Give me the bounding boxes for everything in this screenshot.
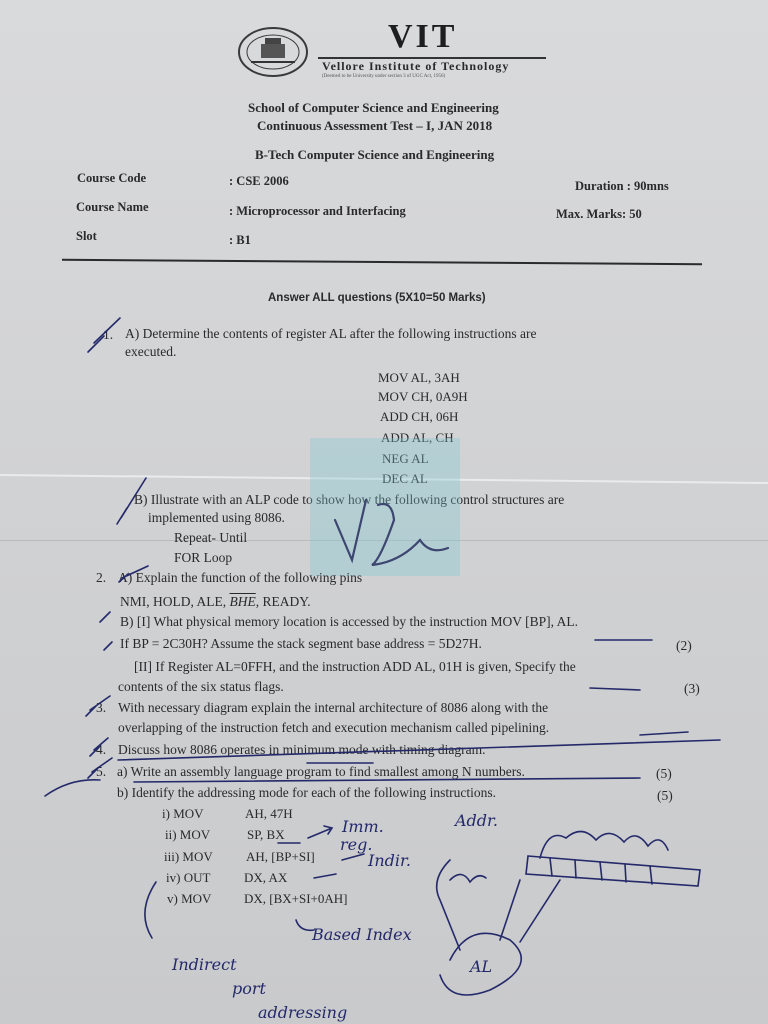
underline <box>118 740 720 760</box>
brand-tagline: (Deemed to be University under section 3 of UGC Act, 1956) <box>322 74 446 79</box>
q5b-item-num: ii) MOV <box>165 827 211 842</box>
tick-mark <box>104 642 112 650</box>
brand-full-name: Vellore Institute of Technology <box>322 59 510 73</box>
q5b-item-num: v) MOV <box>167 891 212 906</box>
duration: Duration : 90mns <box>575 179 669 193</box>
q1-number: 1. <box>103 327 114 342</box>
course-code-label: Course Code <box>77 171 147 185</box>
q5a: a) Write an assembly language program to find smallest among N numbers. <box>117 764 525 779</box>
q1b-item: Repeat- Until <box>174 530 248 545</box>
q5-number: 5. <box>96 764 107 779</box>
q1-code-line: NEG AL <box>382 451 429 466</box>
q2a-line1: A) Explain the function of the following pins <box>118 570 363 585</box>
hw-addressing: addressing <box>258 1003 348 1022</box>
hw-reg: reg. <box>340 835 373 854</box>
q5a-marks: (5) <box>656 766 672 781</box>
q1-code-line: MOV CH, 0A9H <box>378 389 468 404</box>
doodle <box>450 874 486 882</box>
q5b-item-ops: DX, AX <box>244 870 288 885</box>
hw-al: AL <box>470 957 493 976</box>
course-code-value: : CSE 2006 <box>229 174 289 188</box>
q1-code-line: ADD CH, 06H <box>380 409 459 424</box>
q1-code-line: ADD AL, CH <box>381 430 454 445</box>
q5b-item-ops: AH, [BP+SI] <box>246 849 315 864</box>
q1a-line1: A) Determine the contents of register AL after the following instructions are <box>125 326 537 341</box>
max-marks: Max. Marks: 50 <box>556 207 642 221</box>
handwritten-initials <box>335 500 448 565</box>
q2b1-line1: B) [I] What physical memory location is accessed by the instruction MOV [BP], AL. <box>120 614 579 629</box>
q5b-item-ops: AH, 47H <box>245 806 293 821</box>
tick-mark <box>100 612 110 622</box>
hw-based-index: Based Index <box>312 925 412 944</box>
q1-code-line: DEC AL <box>382 471 428 486</box>
q3-line2: overlapping of the instruction fetch and execution mechanism called pipelining. <box>118 720 550 735</box>
q4-number: 4. <box>96 742 107 757</box>
q5b-item-num: i) MOV <box>162 806 204 821</box>
underline <box>640 732 688 735</box>
slot-label: Slot <box>76 229 97 243</box>
q2a-pins: NMI, HOLD, ALE, $\overline{BHE}$, READY. <box>120 594 311 609</box>
exam-title: Continuous Assessment Test – I, JAN 2018 <box>257 118 493 133</box>
arrow <box>308 826 332 838</box>
q5b: b) Identify the addressing mode for each of the following instructions. <box>117 785 497 800</box>
q1a-line2: executed. <box>125 344 177 359</box>
q5b-item-ops: SP, BX <box>247 827 285 842</box>
q2b1-marks: (2) <box>676 638 692 653</box>
q1b-line2: implemented using 8086. <box>148 510 285 525</box>
tick-mark <box>88 758 112 778</box>
q5b-item-ops: DX, [BX+SI+0AH] <box>244 891 348 906</box>
q2b1-line2: If BP = 2C30H? Assume the stack segment base address = 5D27H. <box>120 636 482 651</box>
tick-mark <box>119 566 148 582</box>
q5b-item-num: iv) OUT <box>166 870 211 885</box>
tick-mark <box>86 696 110 716</box>
hw-indirect: Indirect <box>172 955 237 974</box>
q2b2-line1: [II] If Register AL=0FFH, and the instruction ADD AL, 01H is given, Specify the <box>134 659 576 674</box>
lines-to-register <box>437 860 560 950</box>
q1b-line1: B) Illustrate with an ALP code to show how the following control structures are <box>134 492 565 507</box>
slot-value: : B1 <box>229 233 251 247</box>
q3-number: 3. <box>96 700 107 715</box>
arrow <box>314 874 336 878</box>
hw-port: port <box>232 979 266 998</box>
tick-mark <box>90 738 108 756</box>
q1-code-line: MOV AL, 3AH <box>378 370 460 385</box>
hw-addr: Addr. <box>455 811 499 830</box>
school-name: School of Computer Science and Engineering <box>248 100 499 115</box>
q2b2-marks: (3) <box>684 681 700 696</box>
hw-imm: Imm. <box>342 817 384 836</box>
q5b-item-num: iii) MOV <box>164 849 213 864</box>
course-name-value: : Microprocessor and Interfacing <box>229 204 406 218</box>
q2-number: 2. <box>96 570 107 585</box>
margin-stroke <box>45 780 100 796</box>
arrow <box>342 854 364 860</box>
q4-line1: Discuss how 8086 operates in minimum mode with timing diagram. <box>118 742 486 757</box>
underline <box>590 688 640 690</box>
bhe-pin: $\overline{BHE}$ <box>229 594 256 609</box>
program-name: B-Tech Computer Science and Engineering <box>255 147 495 162</box>
underline <box>134 778 640 782</box>
bracket <box>145 882 156 938</box>
brand-title: VIT <box>388 18 458 55</box>
q1b-item: FOR Loop <box>174 550 233 565</box>
tick-mark <box>117 478 146 524</box>
q2b2-line2: contents of the six status flags. <box>118 679 284 694</box>
register-loops <box>540 831 668 858</box>
hw-indir: Indir. <box>368 851 411 870</box>
q3-line1: With necessary diagram explain the internal architecture of 8086 along with the <box>118 700 549 715</box>
tick-mark <box>88 318 120 352</box>
instructions: Answer ALL questions (5X10=50 Marks) <box>268 292 486 304</box>
course-name-label: Course Name <box>76 200 149 214</box>
q5b-marks: (5) <box>657 788 673 803</box>
